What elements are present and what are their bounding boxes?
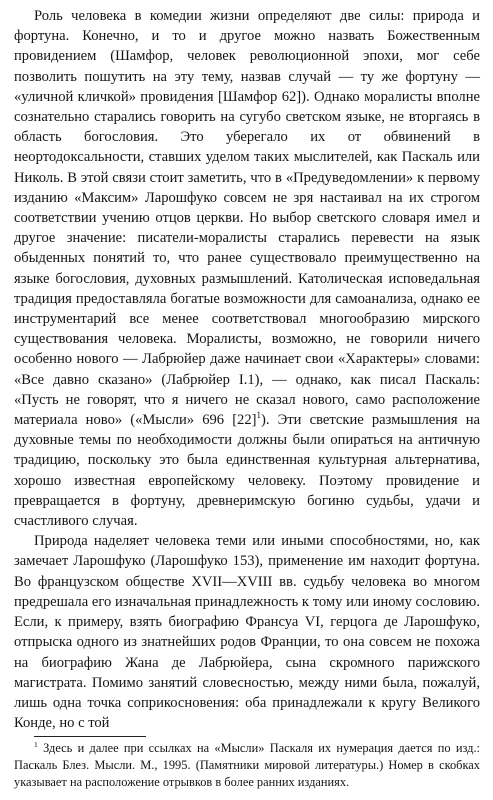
- footnote-text: Здесь и далее при ссылках на «Мысли» Паскаля их нумерация дается по изд.: Паскаль Блез. Мысли. М., 1995. (Памятники мировой литературы.) Номер в скобках указывает на расположение отрывков в более ранних изданиях.: [14, 741, 480, 789]
- footnote: [14, 740, 480, 790]
- body-paragraph-1: [14, 6, 480, 531]
- paragraph-1-continuation: ). Эти светские размышления на духовные темы по необходимости должны были опираться на античную традицию, поскольку это была единственная культурная альтернатива, хорошо известная европейскому человеку. Поэтому провидение и превращается в фортуну, древнеримскую богиню судьбы, удачи и счастливого случая.: [14, 412, 480, 530]
- body-paragraph-2: Природа наделяет человека теми или иными способностями, но, как замечает Ларошфуко (Ларошфуко 153), применение им находит фортуна. Во французском обществе XVII—XVIII вв. судьбу человека во многом предрешала его изначальная принадлежность к тому или иному сословию. Если, к примеру, взять биографию Франсуа VI, герцога де Ларошфуко, отпрыска одного из знатнейших родов Франции, то она совсем не похожа на биографию Жана де Лабрюйера, сына скромного парижского магистрата. Помимо занятий словесностью, между ними была, пожалуй, лишь одна точка соприкосновения: оба принадлежали к кругу Великого Конде, но с той: [14, 533, 480, 732]
- footnote-number: 1: [34, 740, 38, 750]
- footnote-divider: [34, 736, 146, 737]
- paragraph-1-text: Роль человека в комедии жизни определяют две силы: природа и фортуна. Конечно, и то и другое можно назвать Божественным провидением (Шамфор, человек революционной эпохи, мог себе позволить пошутить на эту тему, назвав случай — ту же фортуну — «уличной кличкой» провидения [Шамфор 62]). Однако моралисты вполне сознательно старались говорить на сугубо светском языке, не вторгаясь в область богословия. Это уберегало их от обвинений в неортодоксальности, ставших уделом таких мыслителей, как Паскаль или Николь. В этой связи стоит заметить, что в «Предуведомлении» к первому изданию «Максим» Ларошфуко совсем не зря настаивал на их строгом соответствии учению отцов церкви. Но выбор светского словаря имел и другое значение: писатели-моралисты старались перевести на язык обыденных понятий то, что ранее существовало преимущественно на языке богословия, духовных размышлений. Католическая исповедальная традиция предоставляла богатые возможности для самоанализа, однако ее инструментарий все менее соответствовал многообразию мирского существования человека. Моралисты, возможно, не говорили ничего особенно нового — Лабрюйер даже начинает свои «Характеры» словами: «Все давно сказано» (Лабрюйер I.1), — однако, как писал Паскаль: «Пусть не говорят, что я ничего не сказал нового, само расположение материала ново» («Мысли» 696 [22]: [14, 8, 480, 429]
- footnote-reference: 1: [256, 410, 262, 421]
- book-page: [14, 6, 480, 791]
